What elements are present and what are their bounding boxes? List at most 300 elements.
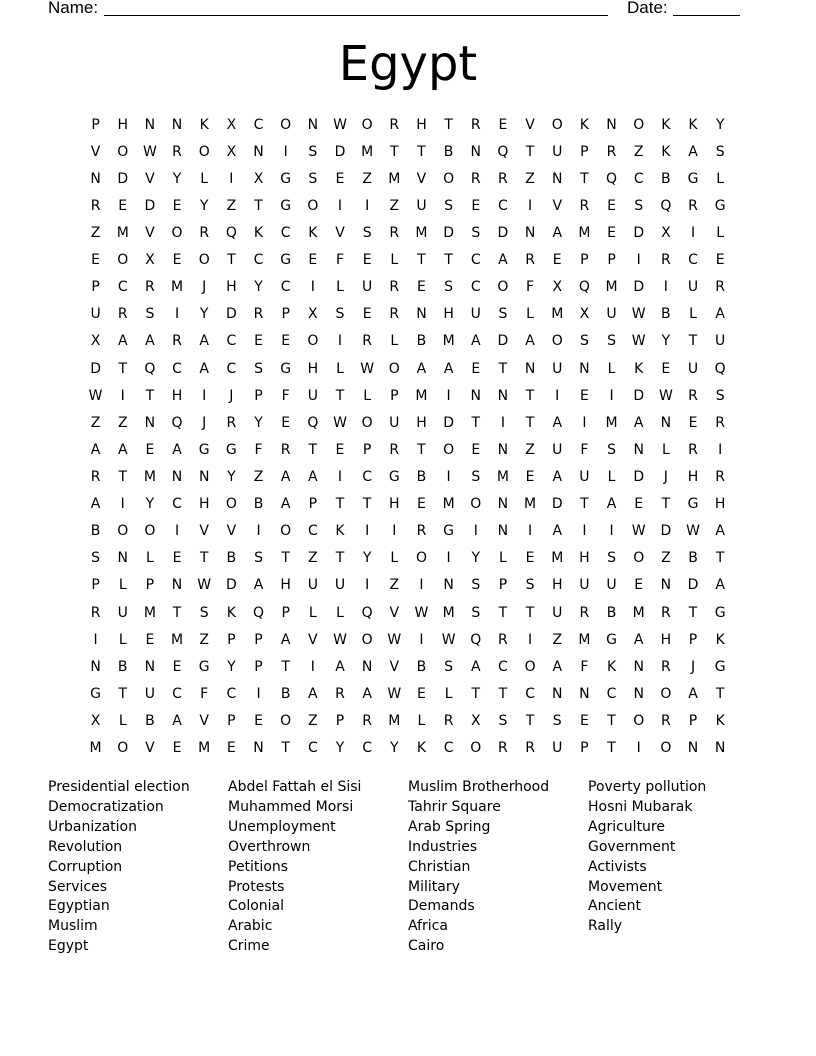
grid-letter: D	[117, 170, 129, 187]
grid-letter: A	[688, 143, 698, 160]
grid-letter: H	[389, 496, 400, 513]
word-list-item: Christian	[408, 858, 471, 875]
grid-letter: P	[254, 631, 263, 648]
grid-letter: B	[117, 658, 128, 675]
grid-letter: V	[335, 224, 345, 241]
grid-letter: A	[606, 496, 617, 513]
grid-letter: W	[197, 577, 212, 594]
grid-letter: D	[443, 224, 454, 241]
grid-letter: C	[443, 740, 454, 757]
grid-letter: T	[444, 116, 453, 133]
grid-letter: E	[525, 468, 535, 485]
grid-letter: C	[226, 333, 237, 350]
grid-letter: I	[446, 550, 451, 567]
grid-letter: O	[117, 143, 129, 160]
grid-letter: R	[606, 143, 617, 160]
grid-letter: I	[365, 523, 370, 540]
grid-letter: A	[416, 360, 427, 377]
date-label: Date:	[627, 0, 668, 17]
grid-letter: S	[715, 143, 725, 160]
grid-letter: W	[631, 333, 646, 350]
grid-letter: I	[337, 333, 343, 350]
grid-letter: P	[91, 279, 100, 296]
word-list-item: Tahrir Square	[408, 798, 501, 815]
grid-letter: U	[579, 468, 590, 485]
word-list-item: Urbanization	[48, 818, 137, 835]
grid-letter: U	[552, 604, 563, 621]
grid-letter: K	[661, 143, 671, 160]
grid-letter: L	[444, 685, 453, 702]
grid-letter: T	[172, 604, 182, 621]
grid-letter: T	[335, 496, 345, 513]
grid-letter: V	[199, 523, 209, 540]
grid-letter: T	[498, 604, 508, 621]
grid-letter: T	[417, 441, 426, 458]
date-blank-line[interactable]	[673, 15, 740, 16]
grid-letter: R	[715, 414, 726, 431]
grid-letter: E	[226, 740, 236, 757]
grid-letter: U	[687, 360, 699, 377]
grid-letter: E	[91, 252, 100, 269]
grid-letter: N	[551, 170, 563, 187]
grid-letter: T	[417, 143, 426, 160]
grid-letter: R	[579, 197, 590, 214]
grid-letter: O	[225, 496, 237, 513]
grid-letter: H	[660, 631, 672, 648]
grid-letter: O	[551, 116, 563, 133]
grid-letter: Q	[253, 604, 265, 621]
grid-letter: N	[144, 116, 156, 133]
grid-letter: E	[172, 252, 182, 269]
grid-letter: I	[636, 252, 641, 269]
grid-letter: Q	[171, 414, 183, 431]
grid-letter: I	[528, 197, 533, 214]
grid-letter: I	[473, 523, 478, 540]
word-list-item: Activists	[588, 858, 647, 875]
grid-letter: R	[90, 604, 101, 621]
grid-letter: L	[417, 712, 426, 729]
grid-letter: N	[660, 577, 672, 594]
grid-letter: R	[389, 116, 400, 133]
grid-letter: R	[470, 170, 481, 187]
grid-letter: L	[716, 170, 725, 187]
grid-letter: I	[365, 577, 370, 594]
grid-letter: A	[280, 468, 291, 485]
grid-letter: M	[415, 224, 428, 241]
grid-letter: L	[390, 550, 399, 567]
grid-letter: R	[443, 712, 454, 729]
grid-letter: J	[202, 414, 207, 431]
letter-grid	[82, 111, 734, 762]
grid-letter: R	[117, 306, 128, 323]
grid-letter: Y	[471, 550, 481, 567]
grid-letter: E	[471, 441, 481, 458]
grid-letter: S	[552, 712, 562, 729]
grid-letter: O	[361, 414, 373, 431]
grid-letter: A	[90, 496, 101, 513]
grid-letter: R	[416, 523, 427, 540]
word-list-item: Egyptian	[48, 898, 110, 915]
grid-letter: I	[392, 523, 397, 540]
grid-letter: J	[690, 658, 696, 675]
grid-letter: U	[117, 604, 128, 621]
word-list-item: Movement	[588, 878, 663, 895]
grid-letter: Z	[525, 170, 535, 187]
grid-letter: S	[199, 604, 209, 621]
word-list-item: Arabic	[228, 918, 273, 935]
grid-letter: R	[688, 197, 698, 214]
grid-letter: U	[552, 143, 563, 160]
word-list-column	[228, 778, 408, 957]
grid-letter: R	[199, 224, 210, 241]
grid-letter: D	[633, 279, 645, 296]
grid-letter: E	[525, 550, 535, 567]
grid-letter: O	[443, 441, 455, 458]
grid-letter: C	[253, 116, 264, 133]
grid-letter: A	[688, 685, 698, 702]
grid-letter: P	[254, 387, 263, 404]
grid-letter: G	[687, 170, 699, 187]
grid-letter: R	[498, 631, 508, 648]
grid-letter: B	[416, 468, 427, 485]
grid-letter: R	[389, 441, 400, 458]
grid-letter: N	[633, 685, 644, 702]
grid-letter: E	[118, 197, 128, 214]
grid-letter: R	[579, 604, 590, 621]
grid-letter: S	[607, 333, 616, 350]
grid-letter: O	[280, 523, 292, 540]
grid-letter: T	[471, 685, 481, 702]
grid-letter: D	[633, 224, 645, 241]
grid-letter: C	[172, 496, 182, 513]
grid-letter: M	[388, 170, 401, 187]
grid-letter: A	[715, 523, 725, 540]
word-list-item: Services	[48, 878, 108, 895]
grid-letter: A	[199, 333, 209, 350]
grid-letter: F	[335, 252, 345, 269]
grid-letter: W	[333, 631, 347, 648]
grid-letter: H	[280, 577, 291, 594]
grid-letter: N	[470, 143, 481, 160]
grid-letter: C	[498, 658, 508, 675]
grid-letter: I	[174, 306, 180, 323]
grid-letter: V	[552, 197, 563, 214]
grid-letter: F	[281, 387, 290, 404]
grid-letter: N	[524, 224, 536, 241]
word-list-item: Government	[588, 838, 676, 855]
grid-letter: T	[390, 143, 399, 160]
grid-letter: I	[500, 414, 505, 431]
grid-letter: A	[498, 252, 508, 269]
grid-letter: D	[633, 387, 645, 404]
grid-letter: C	[307, 740, 318, 757]
grid-letter: T	[580, 170, 589, 187]
grid-letter: T	[281, 658, 290, 675]
grid-letter: C	[633, 170, 644, 187]
grid-letter: E	[172, 550, 182, 567]
word-list-item: Demands	[408, 898, 475, 915]
grid-letter: M	[143, 604, 156, 621]
grid-letter: Q	[714, 360, 726, 377]
grid-letter: N	[497, 387, 509, 404]
grid-letter: U	[470, 306, 481, 323]
grid-letter: I	[310, 279, 315, 296]
grid-letter: S	[634, 197, 644, 214]
grid-letter: A	[552, 523, 563, 540]
grid-letter: N	[633, 441, 644, 458]
grid-letter: K	[416, 740, 427, 757]
grid-letter: N	[443, 577, 454, 594]
grid-letter: E	[579, 712, 589, 729]
grid-letter: E	[281, 333, 291, 350]
grid-letter: L	[363, 387, 372, 404]
grid-letter: Z	[308, 712, 318, 729]
grid-letter: O	[144, 523, 156, 540]
grid-letter: O	[361, 116, 373, 133]
grid-letter: R	[389, 224, 400, 241]
grid-letter: A	[117, 333, 128, 350]
grid-letter: G	[280, 197, 292, 214]
grid-letter: M	[361, 143, 374, 160]
grid-letter: U	[552, 740, 563, 757]
grid-letter: B	[226, 550, 237, 567]
grid-letter: N	[497, 441, 509, 458]
grid-letter: I	[229, 170, 234, 187]
grid-letter: I	[609, 523, 614, 540]
grid-letter: T	[688, 333, 698, 350]
grid-letter: Y	[254, 414, 263, 431]
grid-letter: Z	[90, 224, 101, 241]
grid-letter: J	[202, 279, 207, 296]
grid-letter: E	[498, 116, 508, 133]
grid-letter: T	[145, 387, 155, 404]
grid-letter: I	[337, 468, 343, 485]
grid-letter: W	[686, 523, 700, 540]
grid-letter: O	[307, 197, 319, 214]
grid-letter: W	[88, 387, 103, 404]
grid-letter: W	[142, 143, 157, 160]
grid-letter: H	[416, 116, 427, 133]
grid-letter: C	[470, 279, 481, 296]
grid-letter: M	[143, 468, 156, 485]
grid-letter: E	[661, 360, 671, 377]
grid-letter: N	[90, 170, 101, 187]
grid-letter: E	[634, 496, 644, 513]
grid-letter: P	[145, 577, 155, 594]
grid-letter: Y	[227, 658, 236, 675]
grid-letter: S	[335, 306, 345, 323]
grid-letter: Z	[633, 143, 644, 160]
grid-letter: O	[117, 523, 129, 540]
grid-letter: V	[416, 170, 427, 187]
grid-letter: A	[443, 360, 454, 377]
grid-letter: U	[334, 577, 346, 594]
grid-letter: Q	[606, 170, 618, 187]
grid-letter: O	[388, 360, 400, 377]
grid-letter: Y	[254, 279, 263, 296]
grid-letter: V	[145, 740, 155, 757]
grid-letter: K	[199, 116, 209, 133]
grid-letter: B	[280, 685, 291, 702]
grid-letter: O	[660, 685, 672, 702]
grid-letter: I	[555, 387, 560, 404]
grid-letter: Z	[362, 170, 372, 187]
grid-letter: N	[90, 658, 101, 675]
grid-letter: T	[471, 414, 481, 431]
grid-letter: M	[605, 414, 618, 431]
grid-letter: U	[307, 577, 318, 594]
name-blank-line[interactable]	[104, 15, 608, 16]
grid-letter: E	[308, 252, 318, 269]
grid-letter: E	[471, 360, 481, 377]
grid-letter: Z	[389, 577, 400, 594]
word-list-item: Unemployment	[228, 818, 336, 835]
grid-letter: N	[606, 116, 617, 133]
grid-letter: E	[688, 414, 698, 431]
grid-letter: C	[172, 360, 182, 377]
grid-letter: F	[254, 441, 263, 458]
grid-letter: G	[714, 604, 726, 621]
grid-letter: A	[145, 333, 155, 350]
word-list-item: Muslim Brotherhood	[408, 779, 550, 795]
grid-letter: X	[90, 333, 101, 350]
grid-letter: Y	[362, 550, 372, 567]
grid-letter: Y	[715, 116, 725, 133]
grid-letter: P	[688, 631, 698, 648]
grid-letter: R	[660, 712, 671, 729]
grid-letter: R	[688, 387, 698, 404]
grid-letter: F	[526, 279, 535, 296]
grid-letter: Z	[389, 197, 400, 214]
grid-letter: T	[498, 685, 508, 702]
grid-letter: H	[443, 306, 454, 323]
grid-letter: A	[172, 441, 182, 458]
grid-letter: I	[283, 143, 288, 160]
grid-letter: Q	[225, 224, 237, 241]
grid-letter: E	[715, 252, 725, 269]
grid-letter: A	[715, 306, 725, 323]
grid-letter: U	[362, 279, 373, 296]
grid-letter: H	[117, 116, 128, 133]
word-list-column	[48, 778, 228, 957]
grid-letter: B	[253, 496, 264, 513]
grid-letter: I	[337, 197, 343, 214]
grid-letter: M	[89, 740, 102, 757]
grid-letter: N	[497, 523, 509, 540]
grid-letter: O	[470, 496, 482, 513]
grid-letter: M	[605, 279, 618, 296]
grid-letter: D	[443, 414, 454, 431]
grid-letter: G	[280, 252, 292, 269]
grid-letter: A	[335, 658, 345, 675]
grid-letter: T	[525, 414, 535, 431]
grid-letter: L	[689, 306, 697, 323]
grid-letter: R	[525, 740, 535, 757]
grid-letter: S	[579, 333, 589, 350]
grid-letter: J	[229, 387, 234, 404]
grid-letter: B	[661, 170, 671, 187]
grid-letter: A	[525, 333, 535, 350]
grid-letter: N	[470, 387, 481, 404]
grid-letter: V	[199, 712, 209, 729]
grid-letter: N	[144, 414, 156, 431]
grid-letter: C	[117, 279, 128, 296]
grid-letter: T	[308, 441, 318, 458]
word-list-column	[588, 778, 768, 957]
grid-letter: U	[307, 387, 318, 404]
grid-letter: P	[227, 712, 236, 729]
word-list-item: Overthrown	[228, 838, 311, 855]
grid-letter: T	[607, 740, 616, 757]
grid-letter: K	[661, 116, 671, 133]
grid-letter: K	[715, 631, 725, 648]
grid-letter: A	[470, 658, 481, 675]
grid-letter: N	[117, 550, 128, 567]
grid-letter: O	[660, 740, 672, 757]
grid-letter: K	[634, 360, 644, 377]
grid-letter: Y	[145, 496, 155, 513]
grid-letter: T	[118, 360, 128, 377]
grid-letter: T	[607, 712, 616, 729]
grid-letter: E	[417, 279, 426, 296]
grid-letter: I	[256, 523, 261, 540]
grid-letter: T	[199, 550, 209, 567]
grid-letter: S	[498, 306, 508, 323]
grid-letter: I	[419, 577, 424, 594]
grid-letter: U	[579, 577, 590, 594]
word-list-item: Crime	[228, 938, 270, 955]
grid-letter: I	[120, 496, 125, 513]
grid-letter: N	[660, 414, 672, 431]
grid-letter: R	[226, 414, 237, 431]
grid-letter: O	[117, 252, 129, 269]
grid-letter: E	[417, 496, 426, 513]
grid-letter: S	[471, 604, 481, 621]
grid-letter: E	[471, 197, 481, 214]
grid-letter: R	[172, 143, 182, 160]
grid-letter: S	[607, 441, 616, 458]
grid-letter: C	[280, 224, 291, 241]
grid-letter: S	[471, 224, 481, 241]
grid-letter: O	[470, 740, 482, 757]
grid-letter: T	[281, 740, 290, 757]
grid-letter: Z	[661, 550, 671, 567]
grid-letter: A	[90, 441, 101, 458]
grid-letter: G	[225, 441, 237, 458]
grid-letter: I	[310, 658, 315, 675]
grid-letter: Q	[361, 604, 373, 621]
grid-letter: X	[226, 116, 237, 133]
grid-letter: D	[90, 360, 101, 377]
grid-letter: O	[415, 550, 427, 567]
grid-letter: S	[525, 577, 535, 594]
grid-letter: H	[307, 360, 319, 377]
word-list-item: Revolution	[48, 838, 123, 855]
grid-letter: V	[389, 604, 400, 621]
grid-letter: S	[715, 387, 725, 404]
grid-letter: I	[636, 740, 641, 757]
grid-letter: A	[552, 468, 563, 485]
grid-letter: X	[226, 143, 237, 160]
grid-letter: W	[387, 631, 402, 648]
grid-letter: G	[280, 360, 292, 377]
grid-letter: L	[716, 224, 725, 241]
grid-letter: A	[280, 631, 291, 648]
grid-letter: S	[145, 306, 155, 323]
grid-letter: E	[145, 441, 155, 458]
grid-letter: E	[172, 197, 182, 214]
grid-letter: W	[333, 414, 347, 431]
